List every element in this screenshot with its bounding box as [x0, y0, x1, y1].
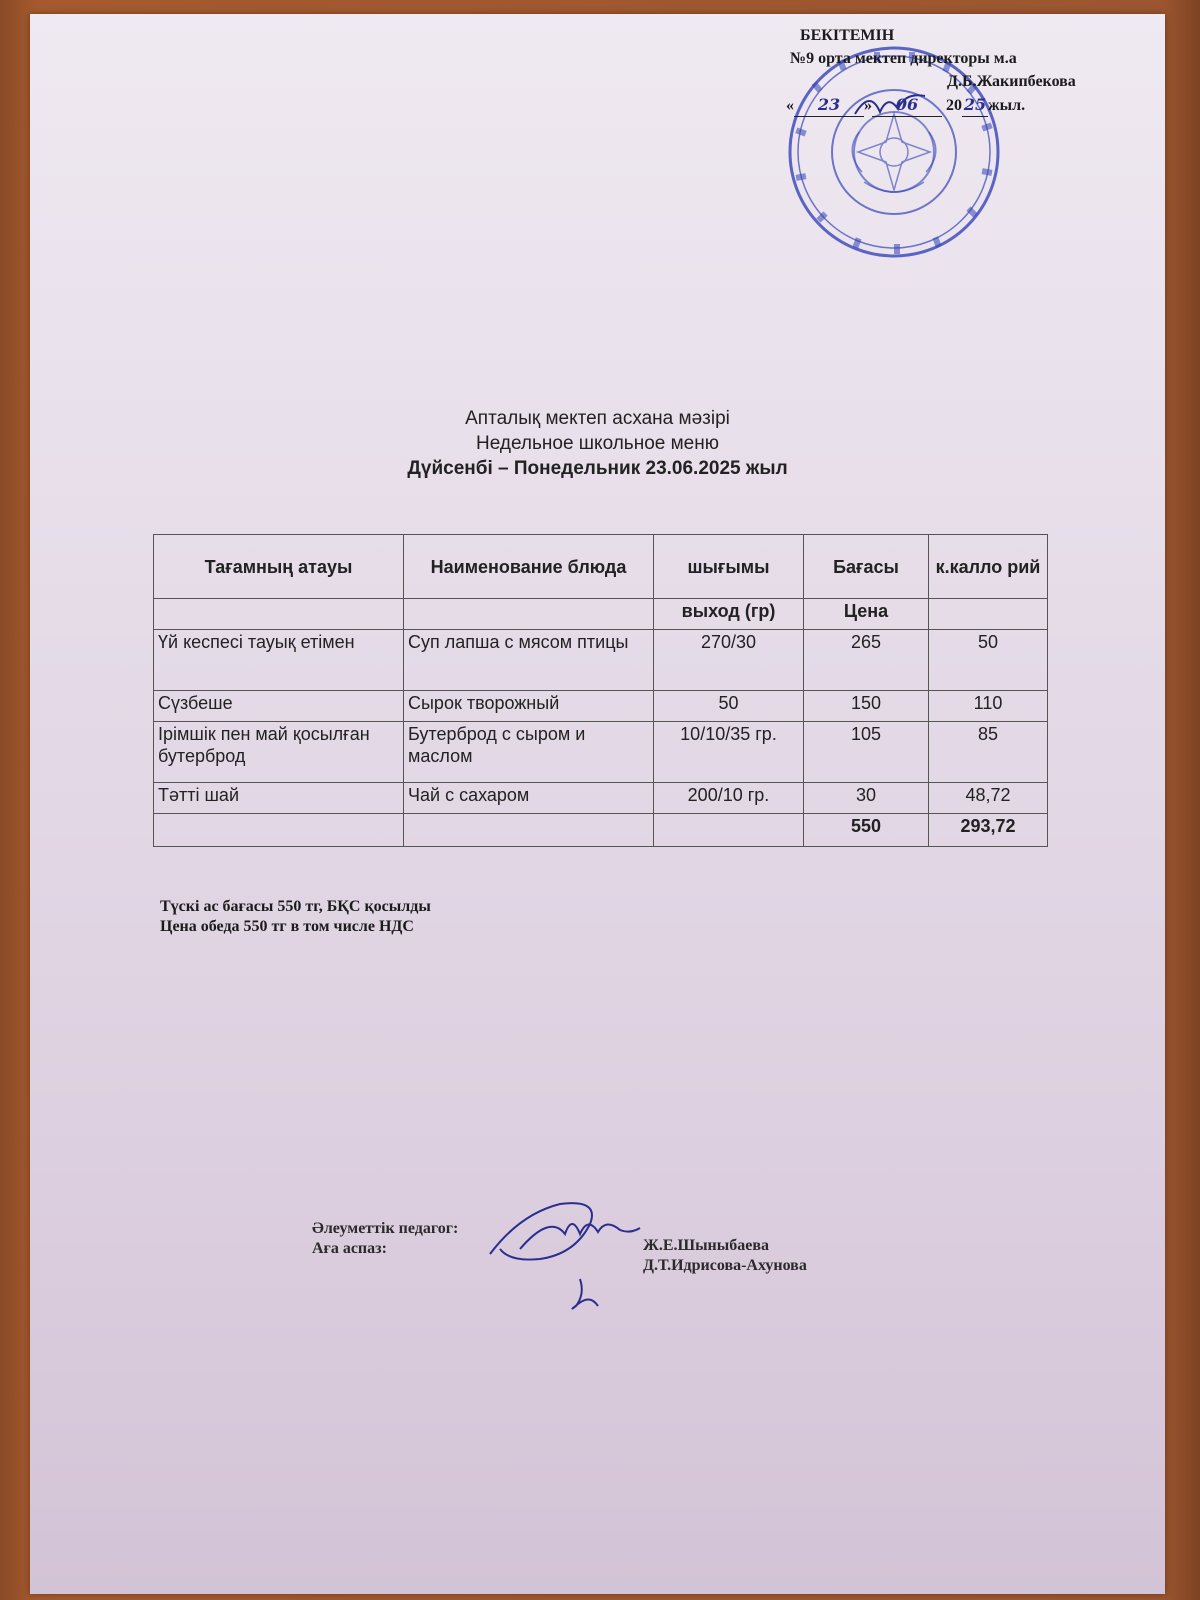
handwritten-signature	[480, 1194, 650, 1324]
table-total-row	[154, 814, 1048, 847]
dish-kcal: 85	[929, 722, 1048, 783]
subheader-cell	[154, 599, 404, 630]
header-cell: Бағасы	[804, 535, 929, 599]
dish-yield: 10/10/35 гр.	[654, 722, 804, 783]
date-line: Дүйсенбі – Понедельник 23.06.2025 жыл	[407, 458, 788, 479]
role-social-pedagogue: Әлеуметтік педагог:	[312, 1220, 459, 1237]
header-cell: Наименование блюда	[404, 535, 654, 599]
price-note	[160, 897, 431, 937]
name-social-pedagogue: Ж.Е.Шыныбаева	[643, 1237, 770, 1254]
dish-name-ru: Бутерброд с сыром и маслом	[404, 722, 654, 783]
dish-price: 150	[804, 691, 929, 722]
dish-name-ru: Сырок творожный	[404, 691, 654, 722]
approval-director-name: Д.Б.Жакипбекова	[947, 73, 1076, 90]
header-cell: Тағамның атауы	[154, 535, 404, 599]
subheader-cell	[929, 599, 1048, 630]
approval-month: 06	[872, 93, 942, 117]
dish-kcal: 50	[929, 630, 1048, 691]
dish-yield: 200/10 гр.	[654, 783, 804, 814]
dish-kcal: 110	[929, 691, 1048, 722]
dish-name-ru: Суп лапша с мясом птицы	[404, 630, 654, 691]
title-ru: Недельное школьное меню	[476, 433, 719, 454]
dish-price: 105	[804, 722, 929, 783]
name-head-cook: Д.Т.Идрисова-Ахунова	[643, 1257, 807, 1274]
approval-position: №9 орта мектеп директоры м.а	[790, 50, 1017, 67]
subheader-cell	[404, 599, 654, 630]
dish-name-kz: Тәтті шай	[154, 783, 404, 814]
header-cell: к.калло рий	[929, 535, 1048, 599]
dish-kcal: 48,72	[929, 783, 1048, 814]
director-signature	[850, 84, 930, 124]
dish-name-kz: Үй кеспесі тауық етімен	[154, 630, 404, 691]
dish-price: 265	[804, 630, 929, 691]
dish-yield: 50	[654, 691, 804, 722]
dish-name-kz: Сүзбеше	[154, 691, 404, 722]
table-row	[154, 630, 1048, 691]
table-row	[154, 691, 1048, 722]
price-note-kz: Түскі ас бағасы 550 тг, БҚС қосылды	[160, 898, 431, 915]
header-cell: шығымы	[654, 535, 804, 599]
signature-names	[643, 1236, 807, 1276]
signature-roles	[312, 1219, 458, 1259]
approval-title: БЕКІТЕМІН	[800, 27, 895, 44]
table-subheader-row	[154, 599, 1048, 630]
document-page	[30, 14, 1165, 1594]
approval-date: « 23 » 06 20 25 жыл.	[786, 93, 1076, 117]
total-price: 550	[804, 814, 929, 847]
table-header-row	[154, 535, 1048, 599]
approval-block	[786, 24, 1076, 117]
title-kz: Апталық мектеп асхана мәзірі	[465, 408, 730, 429]
approval-day: 23	[794, 93, 864, 117]
menu-table	[153, 534, 1048, 847]
table-row	[154, 722, 1048, 783]
subheader-cell: Цена	[804, 599, 929, 630]
dish-yield: 270/30	[654, 630, 804, 691]
dish-price: 30	[804, 783, 929, 814]
subheader-cell: выход (гр)	[654, 599, 804, 630]
approval-year: 25	[962, 93, 988, 117]
dish-name-ru: Чай с сахаром	[404, 783, 654, 814]
price-note-ru: Цена обеда 550 тг в том числе НДС	[160, 918, 414, 935]
role-head-cook: Аға аспаз:	[312, 1240, 387, 1257]
menu-titles	[30, 406, 1165, 481]
table-row	[154, 783, 1048, 814]
dish-name-kz: Ірімшік пен май қосылған бутерброд	[154, 722, 404, 783]
total-kcal: 293,72	[929, 814, 1048, 847]
